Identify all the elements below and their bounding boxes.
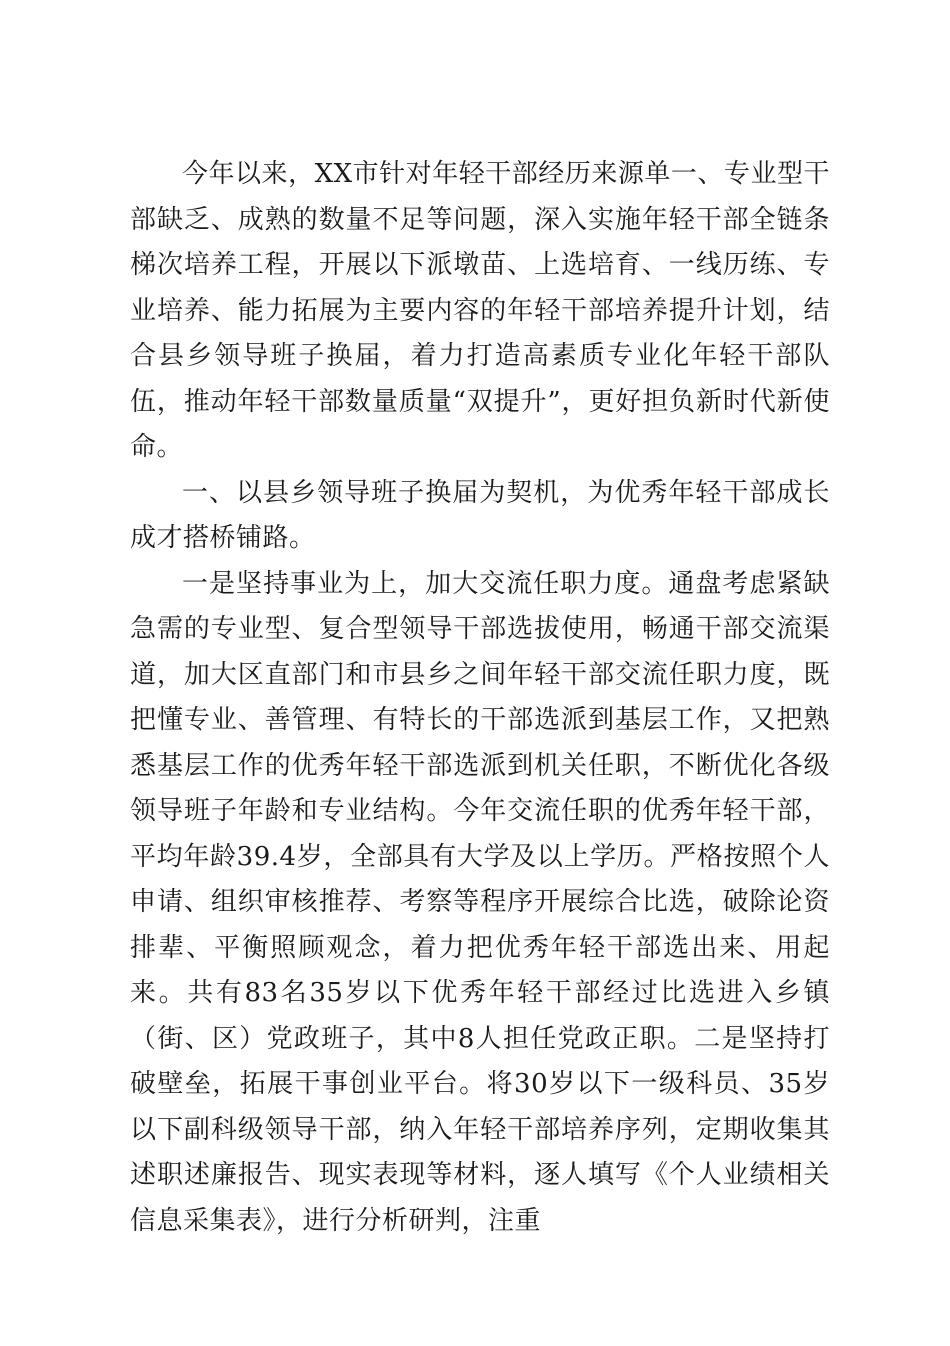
document-body: [130, 152, 830, 1244]
section-heading-paragraph: 一、以县乡领导班子换届为契机，为优秀年轻干部成长成才搭桥铺路。: [130, 477, 830, 553]
body-paragraph: 一是坚持事业为上，加大交流任职力度。通盘考虑紧缺急需的专业型、复合型领导干部选拔使用，畅通干部交流渠道，加大区直部门和市县乡之间年轻干部交流任职力度，既把懂专业、善管理、有特长的干部选派到基层工作，又把熟悉基层工作的优秀年轻干部选派到机关任职，不断优化各级领导班子年龄和专业结构。今年交流任职的优秀年轻干部，平均年龄39.4岁，全部具有大学及以上学历。严格按照个人申请、组织审核推荐、考察等程序开展综合比选，破除论资排辈、平衡照顾观念，着力把优秀年轻干部选出来、用起来。共有83名35岁以下优秀年轻干部经过比选进入乡镇（街、区）党政班子，其中8人担任党政正职。二是坚持打破壁垒，拓展干事创业平台。将30岁以下一级科员、35岁以下副科级领导干部，纳入年轻干部培养序列，定期收集其述职述廉报告、现实表现等材料，逐人填写《个人业绩相关信息采集表》，进行分析研判，注重: [130, 568, 830, 1236]
intro-paragraph: 今年以来，XX市针对年轻干部经历来源单一、专业型干部缺乏、成熟的数量不足等问题，深入实施年轻干部全链条梯次培养工程，开展以下派墩苗、上选培育、一线历练、专业培养、能力拓展为主要内容的年轻干部培养提升计划，结合县乡领导班子换届，着力打造高素质专业化年轻干部队伍，推动年轻干部数量质量“双提升”，更好担负新时代新使命。: [130, 159, 830, 462]
